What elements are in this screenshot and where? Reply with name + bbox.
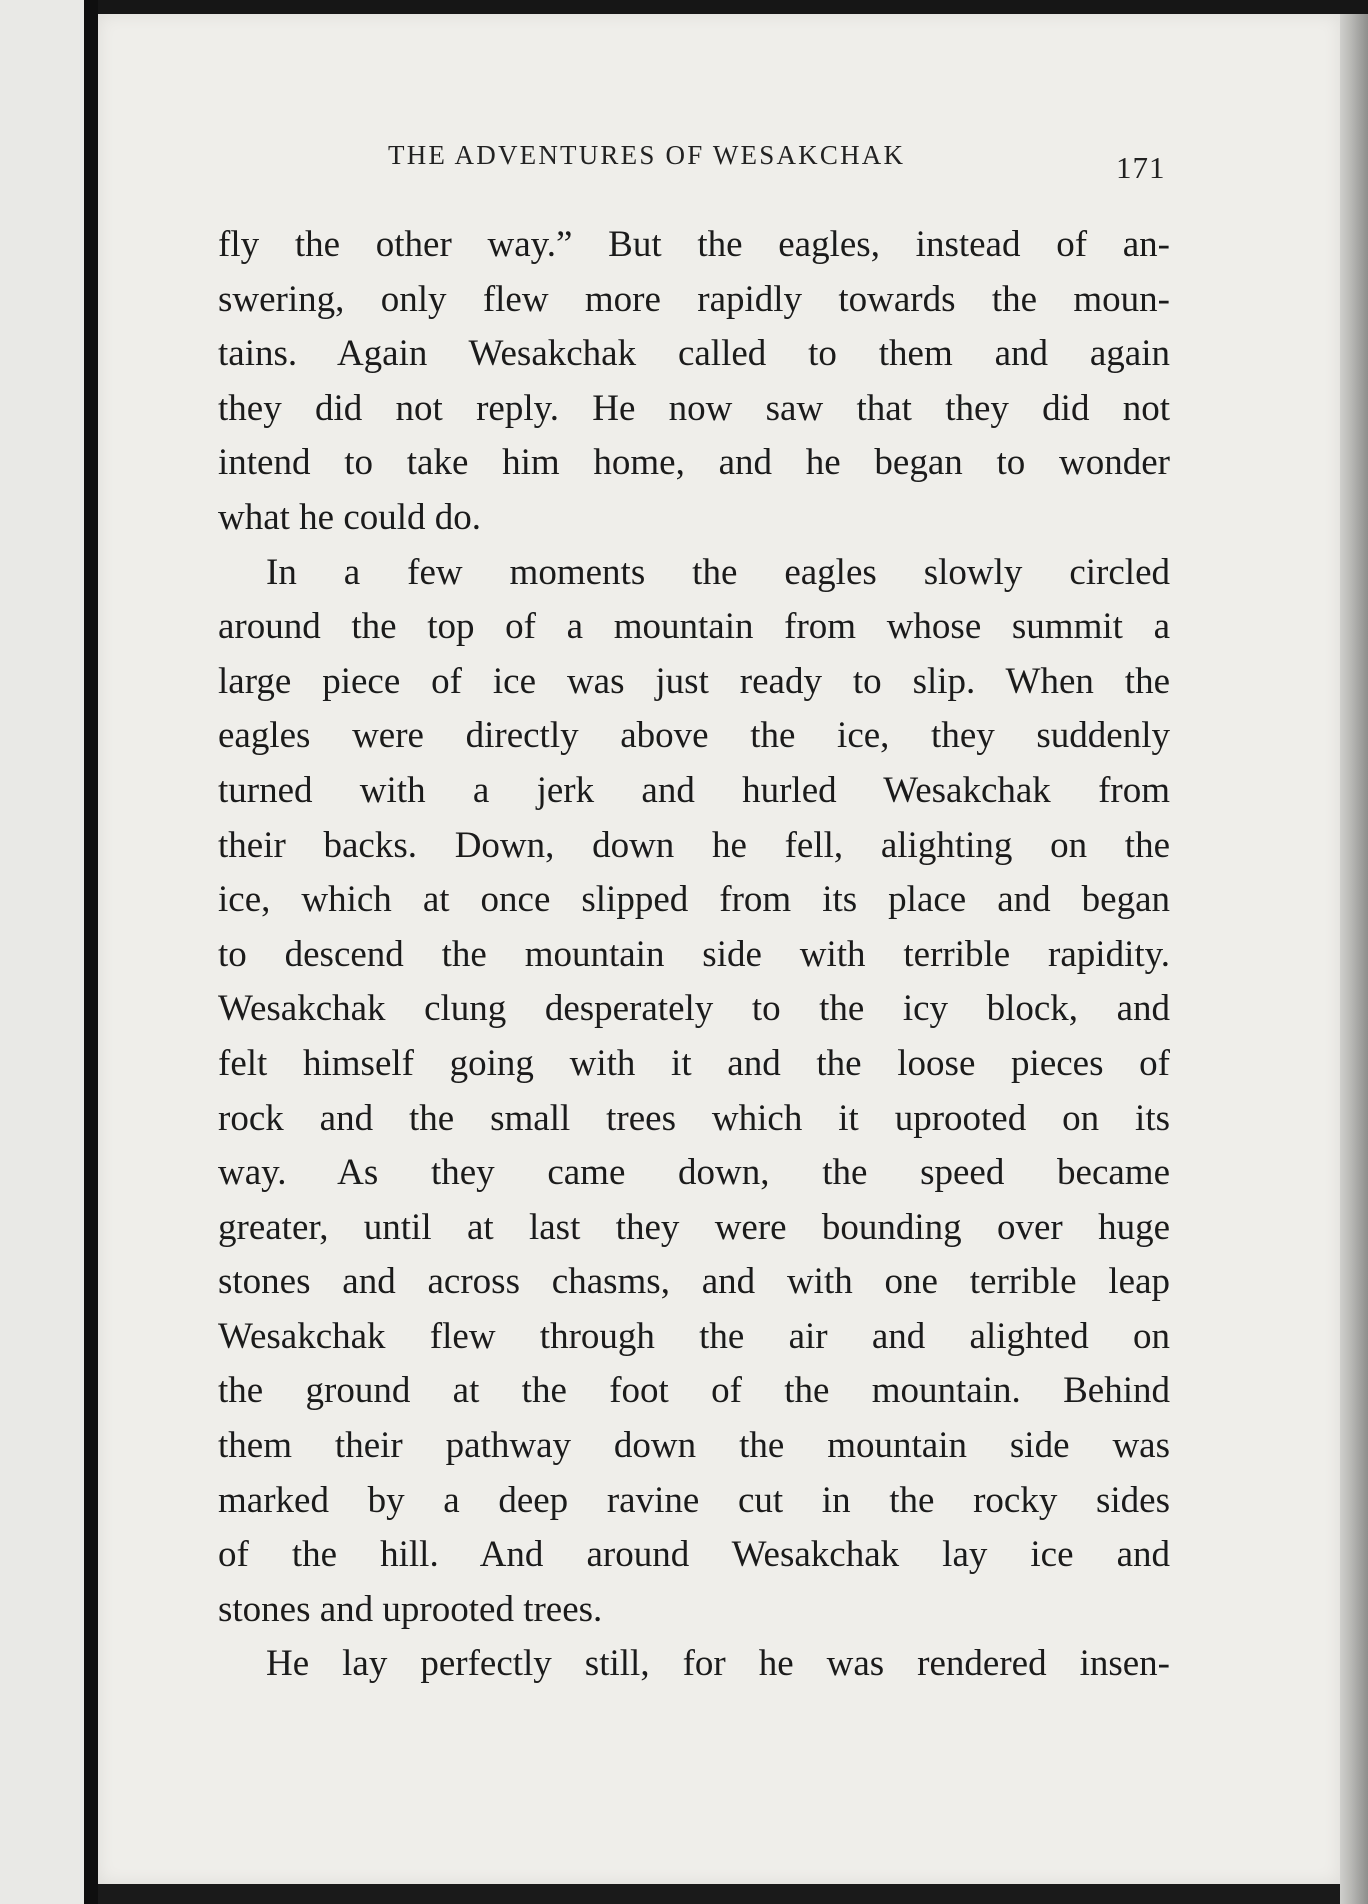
paragraph-first-line: He lay perfectly still, for he was rendered insen- bbox=[266, 1643, 1170, 1685]
text-line: Wesakchak flew through the air and alighted on bbox=[218, 1315, 1170, 1357]
text-line: intend to take him home, and he began to wonder bbox=[218, 442, 1170, 484]
running-head: THE ADVENTURES OF WESAKCHAK bbox=[388, 140, 906, 170]
text-line: eagles were directly above the ice, they suddenly bbox=[218, 715, 1170, 757]
text-line: the ground at the foot of the mountain. Behind bbox=[218, 1370, 1170, 1412]
text-line: way. As they came down, the speed became bbox=[218, 1152, 1170, 1194]
text-line: stones and uprooted trees. bbox=[218, 1588, 603, 1630]
facing-page-edge bbox=[0, 0, 84, 1904]
page-stack-edge bbox=[1340, 14, 1368, 1904]
body-text bbox=[218, 218, 1170, 1692]
text-line: around the top of a mountain from whose summit a bbox=[218, 606, 1170, 648]
text-line: tains. Again Wesakchak called to them and again bbox=[218, 333, 1170, 375]
text-line: them their pathway down the mountain side was bbox=[218, 1425, 1170, 1467]
text-line: stones and across chasms, and with one terrible leap bbox=[218, 1261, 1170, 1303]
text-line: felt himself going with it and the loose pieces of bbox=[218, 1042, 1170, 1084]
text-line: marked by a deep ravine cut in the rocky sides bbox=[218, 1479, 1170, 1521]
book-spine-gutter bbox=[84, 0, 98, 1904]
text-line: rock and the small trees which it uprooted on its bbox=[218, 1097, 1170, 1139]
top-scan-border bbox=[98, 0, 1368, 14]
text-line: ice, which at once slipped from its place and began bbox=[218, 879, 1170, 921]
text-line: large piece of ice was just ready to slip. When the bbox=[218, 660, 1170, 702]
text-line: greater, until at last they were bounding over huge bbox=[218, 1206, 1170, 1248]
text-line: Wesakchak clung desperately to the icy block, and bbox=[218, 988, 1170, 1030]
text-line: turned with a jerk and hurled Wesakchak from bbox=[218, 769, 1170, 811]
text-line: what he could do. bbox=[218, 496, 482, 538]
text-line: to descend the mountain side with terrible rapidity. bbox=[218, 933, 1170, 975]
bottom-scan-border bbox=[98, 1884, 1340, 1904]
text-line: they did not reply. He now saw that they did not bbox=[218, 387, 1170, 429]
text-line: swering, only flew more rapidly towards the moun- bbox=[218, 278, 1170, 320]
text-line: of the hill. And around Wesakchak lay ice and bbox=[218, 1534, 1170, 1576]
text-line: fly the other way.” But the eagles, instead of an- bbox=[218, 224, 1170, 265]
page-number: 171 bbox=[1116, 150, 1166, 185]
text-line: their backs. Down, down he fell, alighting on the bbox=[218, 824, 1170, 866]
paragraph-first-line: In a few moments the eagles slowly circled bbox=[266, 551, 1170, 593]
